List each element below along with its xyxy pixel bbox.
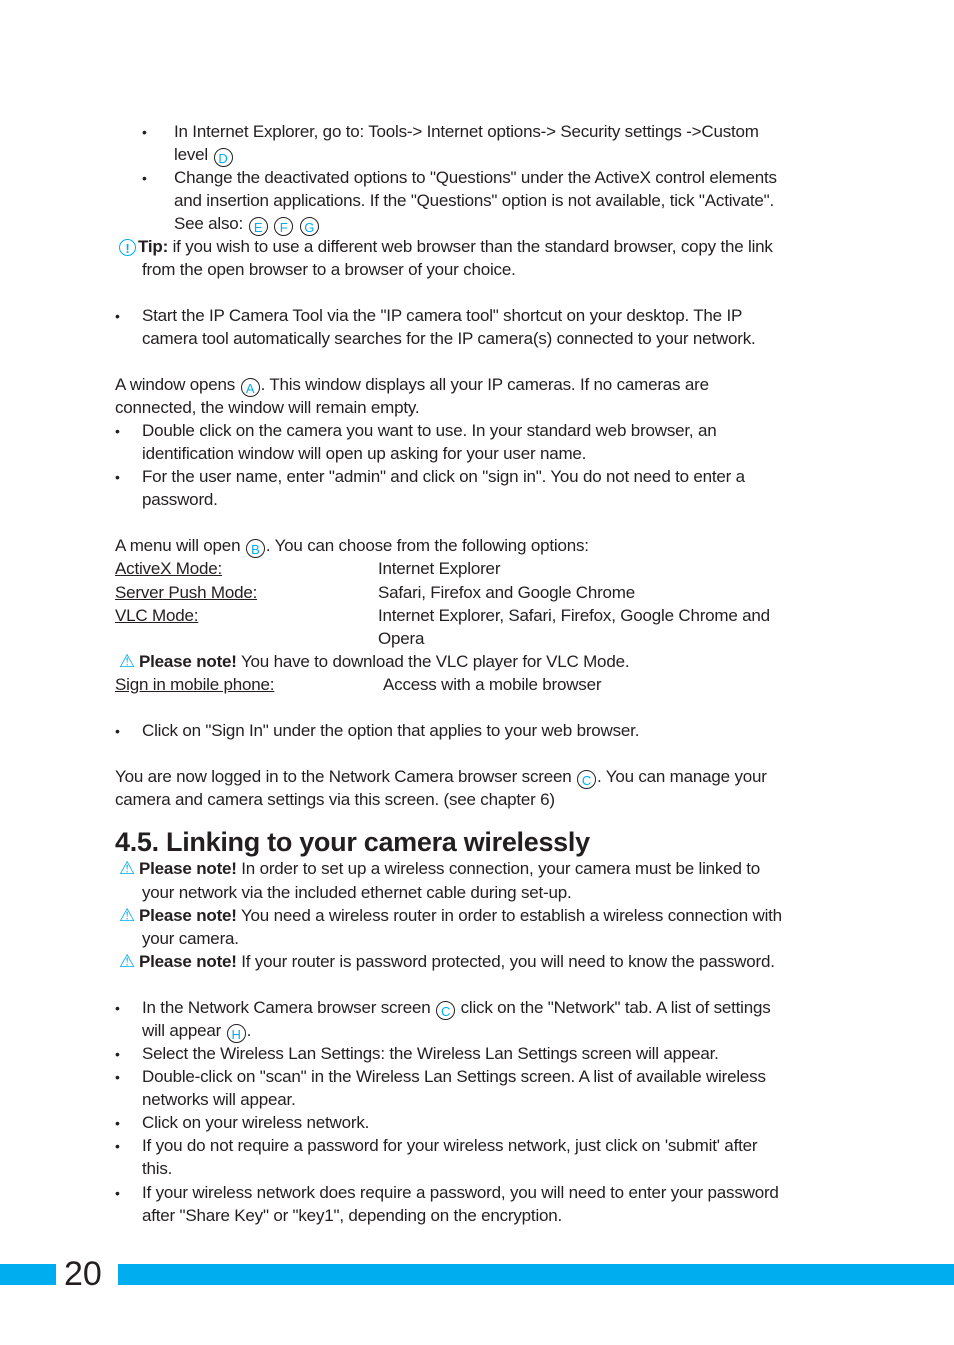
text: click on the "Network" tab. A list of settings	[460, 998, 771, 1017]
text: If your router is password protected, you will need to know the password.	[236, 952, 775, 971]
mode-value: Internet Explorer, Safari, Firefox, Google Chrome and	[378, 606, 770, 625]
text: In the Network Camera browser screen	[142, 998, 431, 1017]
text: . You can choose from the following options:	[265, 536, 589, 555]
mode-server-push-link[interactable]: Server Push Mode:	[115, 583, 258, 602]
page-number: 20	[64, 1255, 102, 1293]
mode-vlc-link[interactable]: VLC Mode:	[115, 606, 199, 625]
text-line	[142, 1019, 251, 1043]
text-line	[115, 765, 767, 789]
text: See also:	[174, 214, 244, 233]
text: if you wish to use a different web browser than the standard browser, copy the link	[168, 237, 773, 256]
note-label: Please note!	[139, 859, 237, 878]
text-line: Select the Wireless Lan Settings: the Wireless Lan Settings screen will appear.	[142, 1044, 719, 1063]
footer-bar-right	[118, 1264, 954, 1285]
warning-icon: ⚠	[119, 951, 135, 971]
bullet: •	[115, 1046, 120, 1062]
note-label: Please note!	[139, 906, 237, 925]
text-line: For the user name, enter "admin" and click on "sign in". You do not need to enter a	[142, 467, 745, 486]
text: In order to set up a wireless connection, your camera must be linked to	[236, 859, 761, 878]
mode-value: Safari, Firefox and Google Chrome	[378, 583, 636, 602]
bullet: •	[115, 423, 120, 439]
bullet: •	[115, 723, 120, 739]
bullet: •	[115, 1000, 120, 1016]
mode-mobile-link[interactable]: Sign in mobile phone:	[115, 675, 275, 694]
text-line: after "Share Key" or "key1", depending on the encryption.	[142, 1206, 563, 1225]
text-line: If your wireless network does require a password, you will need to enter your password	[142, 1183, 779, 1202]
text-line: In Internet Explorer, go to: Tools-> Internet options-> Security settings ->Custom	[174, 122, 759, 141]
text-line: password.	[142, 490, 218, 509]
text-line: Double click on the camera you want to use. In your standard web browser, an	[142, 421, 717, 440]
section-heading: 4.5. Linking to your camera wirelessly	[115, 827, 590, 857]
text: . You can manage your	[597, 767, 767, 786]
mode-activex-link[interactable]: ActiveX Mode:	[115, 559, 223, 578]
bullet: •	[115, 1185, 120, 1201]
bullet: •	[115, 1115, 120, 1131]
text: You need a wireless router in order to establish a wireless connection with	[236, 906, 782, 925]
ref-b-icon: B	[246, 539, 265, 558]
tip-icon: !	[119, 239, 136, 256]
ref-c-icon: C	[436, 1001, 455, 1020]
text-line: Click on "Sign In" under the option that applies to your web browser.	[142, 721, 640, 740]
ref-h-icon: H	[227, 1024, 246, 1043]
ref-c-icon: C	[577, 770, 596, 789]
ref-e-icon: E	[249, 217, 268, 236]
text-line	[142, 996, 771, 1020]
text: A menu will open	[115, 536, 241, 555]
note-label: Please note!	[139, 652, 237, 671]
text-line: connected, the window will remain empty.	[115, 398, 420, 417]
warning-icon: ⚠	[119, 651, 135, 671]
text: .	[246, 1021, 252, 1040]
tip-label: Tip:	[138, 237, 169, 256]
text-line	[115, 373, 709, 397]
note-line	[119, 650, 629, 673]
tip-line	[119, 235, 773, 258]
text: level	[174, 145, 208, 164]
bullet: •	[142, 170, 147, 186]
ref-d-icon: D	[214, 148, 233, 167]
mode-value: Access with a mobile browser	[383, 675, 602, 694]
ref-a-icon: A	[241, 378, 260, 397]
text-line	[174, 212, 320, 236]
text-line: Start the IP Camera Tool via the "IP camera tool" shortcut on your desktop. The IP	[142, 306, 743, 325]
text: You are now logged in to the Network Camera browser screen	[115, 767, 572, 786]
bullet: •	[142, 124, 147, 140]
note-line	[119, 904, 782, 927]
bullet: •	[115, 469, 120, 485]
text-line: Change the deactivated options to "Questions" under the ActiveX control elements	[174, 168, 777, 187]
text-line: your camera.	[142, 929, 239, 948]
text: You have to download the VLC player for VLC Mode.	[236, 652, 630, 671]
note-label: Please note!	[139, 952, 237, 971]
bullet: •	[115, 1138, 120, 1154]
text-line: this.	[142, 1159, 173, 1178]
warning-icon: ⚠	[119, 858, 135, 878]
text-line: from the open browser to a browser of your choice.	[142, 260, 516, 279]
text: . This window displays all your IP cameras. If no cameras are	[260, 375, 709, 394]
text-line	[174, 143, 234, 167]
text-line: identification window will open up asking for your user name.	[142, 444, 587, 463]
mode-value: Opera	[378, 629, 425, 648]
footer-bar-left	[0, 1264, 56, 1285]
text-line: camera and camera settings via this screen. (see chapter 6)	[115, 790, 555, 809]
note-line	[119, 857, 760, 880]
text-line: Click on your wireless network.	[142, 1113, 370, 1132]
mode-value: Internet Explorer	[378, 559, 501, 578]
text-line: and insertion applications. If the "Questions" option is not available, tick "Activate".	[174, 191, 774, 210]
text-line	[115, 534, 589, 558]
bullet: •	[115, 308, 120, 324]
ref-f-icon: F	[274, 217, 293, 236]
text: A window opens	[115, 375, 236, 394]
warning-icon: ⚠	[119, 905, 135, 925]
bullet: •	[115, 1069, 120, 1085]
text-line: If you do not require a password for your wireless network, just click on 'submit' after	[142, 1136, 758, 1155]
note-line	[119, 950, 775, 973]
ref-g-icon: G	[300, 217, 319, 236]
text: will appear	[142, 1021, 222, 1040]
text-line: Double-click on "scan" in the Wireless Lan Settings screen. A list of available wireless	[142, 1067, 766, 1086]
text-line: your network via the included ethernet cable during set-up.	[142, 883, 572, 902]
text-line: networks will appear.	[142, 1090, 296, 1109]
text-line: camera tool automatically searches for the IP camera(s) connected to your network.	[142, 329, 756, 348]
